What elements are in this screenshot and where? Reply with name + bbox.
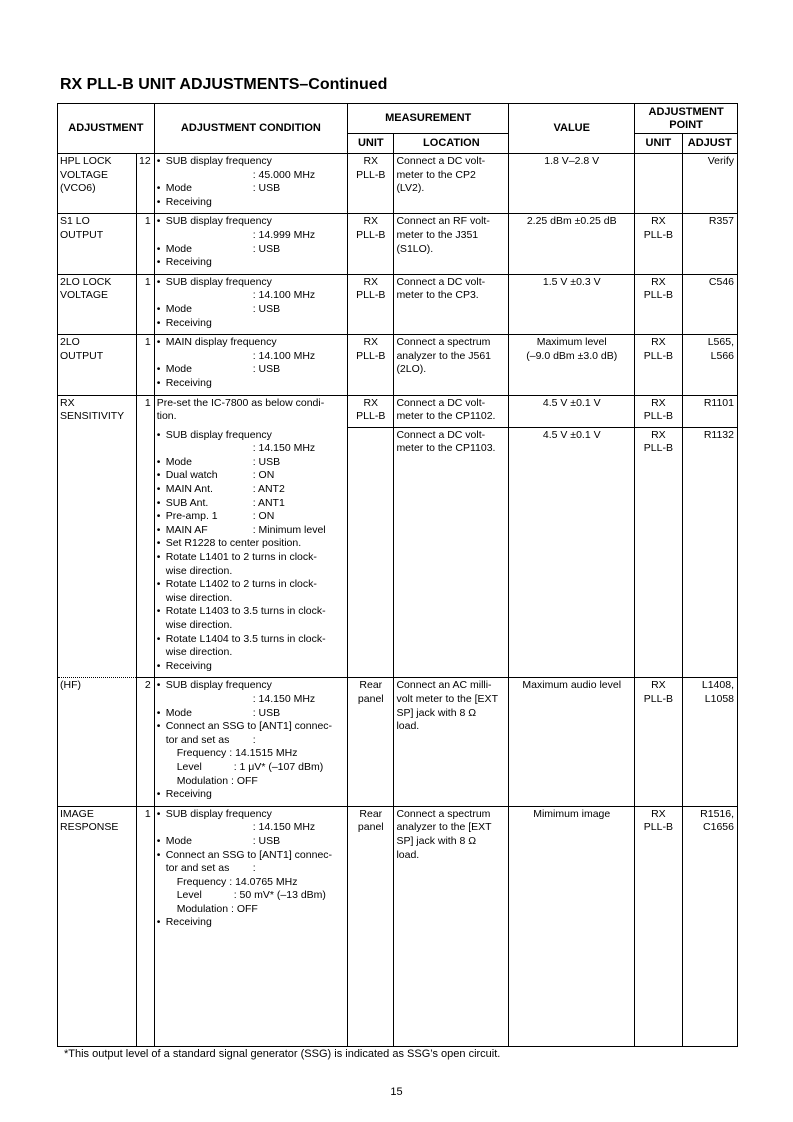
adjustment-point-adjust: Verify (682, 154, 737, 214)
measurement-location: Connect a DC volt- meter to the CP1103. (394, 427, 509, 678)
measurement-location: Connect a spectrum analyzer to the [EXT SP] jack with 8 Ω load. (394, 806, 509, 1046)
header-ap-adjust: ADJUST (682, 134, 737, 154)
table-row (58, 154, 738, 214)
step-number: 1 (136, 335, 154, 395)
table-row (58, 335, 738, 395)
header-measurement: MEASUREMENT (348, 104, 509, 134)
adjustment-point-unit: RX PLL-B (635, 806, 682, 1046)
adjustment-name: 2LO OUTPUT (58, 335, 137, 395)
header-condition: ADJUSTMENT CONDITION (154, 104, 347, 154)
measurement-location: Connect a DC volt- meter to the CP3. (394, 274, 509, 334)
measurement-unit: RX PLL-B (348, 335, 394, 395)
adjustment-point-unit: RX PLL-B (635, 214, 682, 274)
header-ap-unit: UNIT (635, 134, 682, 154)
adjustment-point-adjust: R357 (682, 214, 737, 274)
step-number: 1 (136, 806, 154, 1046)
measurement-unit: RX PLL-B (348, 274, 394, 334)
adjustment-name: (HF) (58, 678, 137, 806)
condition-cell: • SUB display frequency : 14.100 MHz • Mode : USB • Receiving (154, 274, 347, 334)
step-number: 1 (136, 274, 154, 334)
adjustment-point-unit (635, 154, 682, 214)
adjustment-point-unit: RX PLL-B (635, 395, 682, 427)
condition-cell: • SUB display frequency : 45.000 MHz • Mode : USB • Receiving (154, 154, 347, 214)
adjustment-point-adjust: R1132 (682, 427, 737, 678)
header-adjustment: ADJUSTMENT (58, 104, 155, 154)
measurement-unit (348, 427, 394, 678)
table-row (58, 395, 738, 427)
adjustment-point-unit: RX PLL-B (635, 335, 682, 395)
measurement-unit: RX PLL-B (348, 214, 394, 274)
value-cell: 4.5 V ±0.1 V (509, 427, 635, 678)
measurement-unit: RX PLL-B (348, 154, 394, 214)
measurement-unit: Rear panel (348, 678, 394, 806)
header-value: VALUE (509, 104, 635, 154)
adjustment-name: HPL LOCK VOLTAGE (VCO6) (58, 154, 137, 214)
adjustment-point-unit: RX PLL-B (635, 678, 682, 806)
step-number: 1 (136, 214, 154, 274)
condition-cell: • SUB display frequency : 14.150 MHz • Mode : USB • Connect an SSG to [ANT1] connec- tor and set as : Frequency : 14.0765 MHz Level : 50 mV* (–13 dBm) Modulation : OFF • Receiving (154, 806, 347, 1046)
value-cell: 1.8 V–2.8 V (509, 154, 635, 214)
step-number: 1 (136, 395, 154, 678)
adjustment-point-unit: RX PLL-B (635, 427, 682, 678)
adjustment-name: RX SENSITIVITY (58, 395, 137, 678)
value-cell: 4.5 V ±0.1 V (509, 395, 635, 427)
value-cell: Maximum audio level (509, 678, 635, 806)
condition-cell: • SUB display frequency : 14.999 MHz • Mode : USB • Receiving (154, 214, 347, 274)
value-cell: 2.25 dBm ±0.25 dB (509, 214, 635, 274)
condition-cell: Pre-set the IC-7800 as below condi- tion. • SUB display frequency : 14.150 MHz • Mode : USB • Dual watch : ON • MAIN Ant. : ANT2 • SUB Ant. : ANT1 • Pre-amp. 1 : ON • MAIN AF : Minimum level • Set R1228 to center position. • Rotate L1401 to 2 turns in clock- wise direction. • Rotate L1402 to 2 turns in clock- wise direction. • Rotate L1403 to 3.5 turns in clock- wise direction. • Rotate L1404 to 3.5 turns in clock- wise direction. • Receiving (154, 395, 347, 678)
header-unit: UNIT (348, 134, 394, 154)
table-row (58, 678, 738, 806)
footnote: *This output level of a standard signal generator (SSG) is indicated as SSG’s open circuit. (64, 1048, 501, 1060)
measurement-unit: Rear panel (348, 806, 394, 1046)
page-title: RX PLL-B UNIT ADJUSTMENTS–Continued (60, 76, 388, 93)
adjustment-table (57, 103, 738, 1047)
measurement-location: Connect a DC volt- meter to the CP2 (LV2). (394, 154, 509, 214)
measurement-unit: RX PLL-B (348, 395, 394, 427)
adjustment-point-unit: RX PLL-B (635, 274, 682, 334)
adjustment-name: S1 LO OUTPUT (58, 214, 137, 274)
measurement-location: Connect an AC milli- volt meter to the [EXT SP] jack with 8 Ω load. (394, 678, 509, 806)
adjustment-name: 2LO LOCK VOLTAGE (58, 274, 137, 334)
header-adjustment-point: ADJUSTMENT POINT (635, 104, 738, 134)
condition-cell: • SUB display frequency : 14.150 MHz • Mode : USB • Connect an SSG to [ANT1] connec- tor and set as : Frequency : 14.1515 MHz Level : 1 μV* (–107 dBm) Modulation : OFF • Receiving (154, 678, 347, 806)
value-cell: 1.5 V ±0.3 V (509, 274, 635, 334)
table-row (58, 214, 738, 274)
table-row (58, 806, 738, 1046)
header-location: LOCATION (394, 134, 509, 154)
measurement-location: Connect an RF volt- meter to the J351 (S1LO). (394, 214, 509, 274)
table-row (58, 274, 738, 334)
measurement-location: Connect a DC volt- meter to the CP1102. (394, 395, 509, 427)
adjustment-point-adjust: R1101 (682, 395, 737, 427)
adjustment-point-adjust: L1408, L1058 (682, 678, 737, 806)
adjustment-point-adjust: R1516, C1656 (682, 806, 737, 1046)
step-number: 12 (136, 154, 154, 214)
adjustment-point-adjust: L565, L566 (682, 335, 737, 395)
step-number: 2 (136, 678, 154, 806)
measurement-location: Connect a spectrum analyzer to the J561 (2LO). (394, 335, 509, 395)
adjustment-point-adjust: C546 (682, 274, 737, 334)
condition-cell: • MAIN display frequency : 14.100 MHz • Mode : USB • Receiving (154, 335, 347, 395)
adjustment-name: IMAGE RESPONSE (58, 806, 137, 1046)
value-cell: Maximum level (–9.0 dBm ±3.0 dB) (509, 335, 635, 395)
page-number: 15 (390, 1086, 403, 1098)
value-cell: Mimimum image (509, 806, 635, 1046)
